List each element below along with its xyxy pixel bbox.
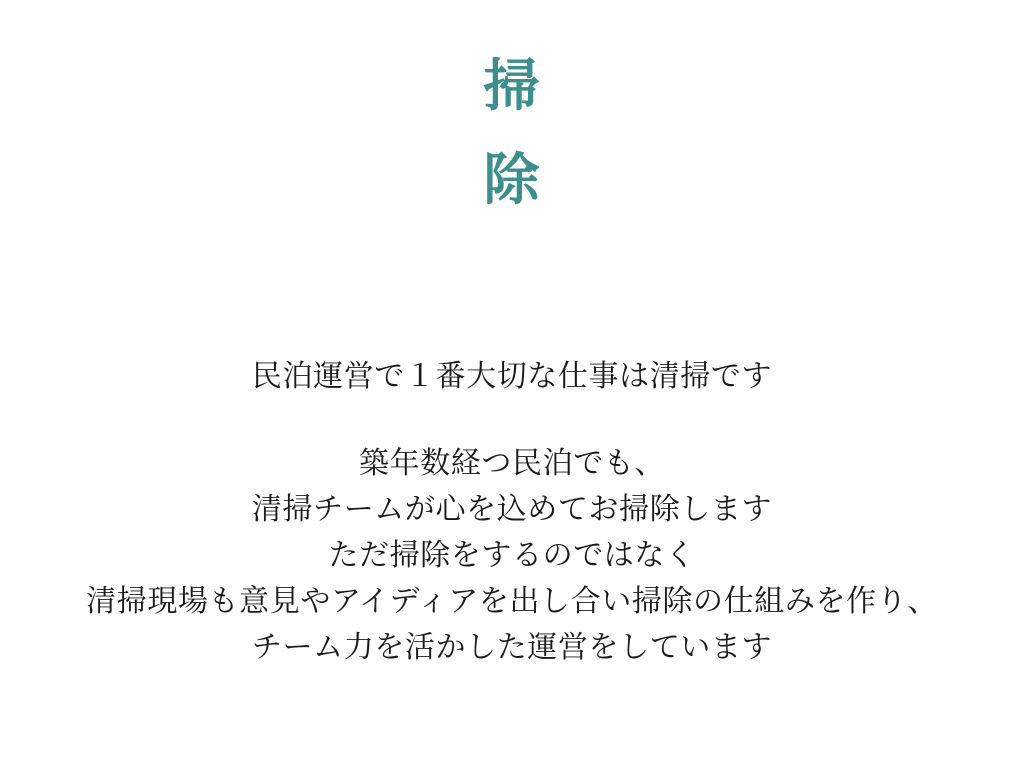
body-spacer xyxy=(0,399,1024,441)
body-line-1: 築年数経つ民泊でも、 xyxy=(359,447,665,480)
title-char-2: 除 xyxy=(483,148,541,213)
body-line-3: ただ掃除をするのではなく xyxy=(328,539,696,572)
title-char-1: 掃 xyxy=(483,54,541,119)
body-lead-line: 民泊運営で１番大切な仕事は清掃です xyxy=(251,360,773,393)
body-line-5: チーム力を活かした運営をしています xyxy=(251,631,773,664)
slide-title xyxy=(0,40,1024,228)
body-line-4: 清掃現場も意見やアイディアを出し合い掃除の仕組みを作り、 xyxy=(86,585,938,618)
body-line-2: 清掃チームが心を込めてお掃除します xyxy=(251,493,773,526)
slide-body xyxy=(0,355,1024,671)
